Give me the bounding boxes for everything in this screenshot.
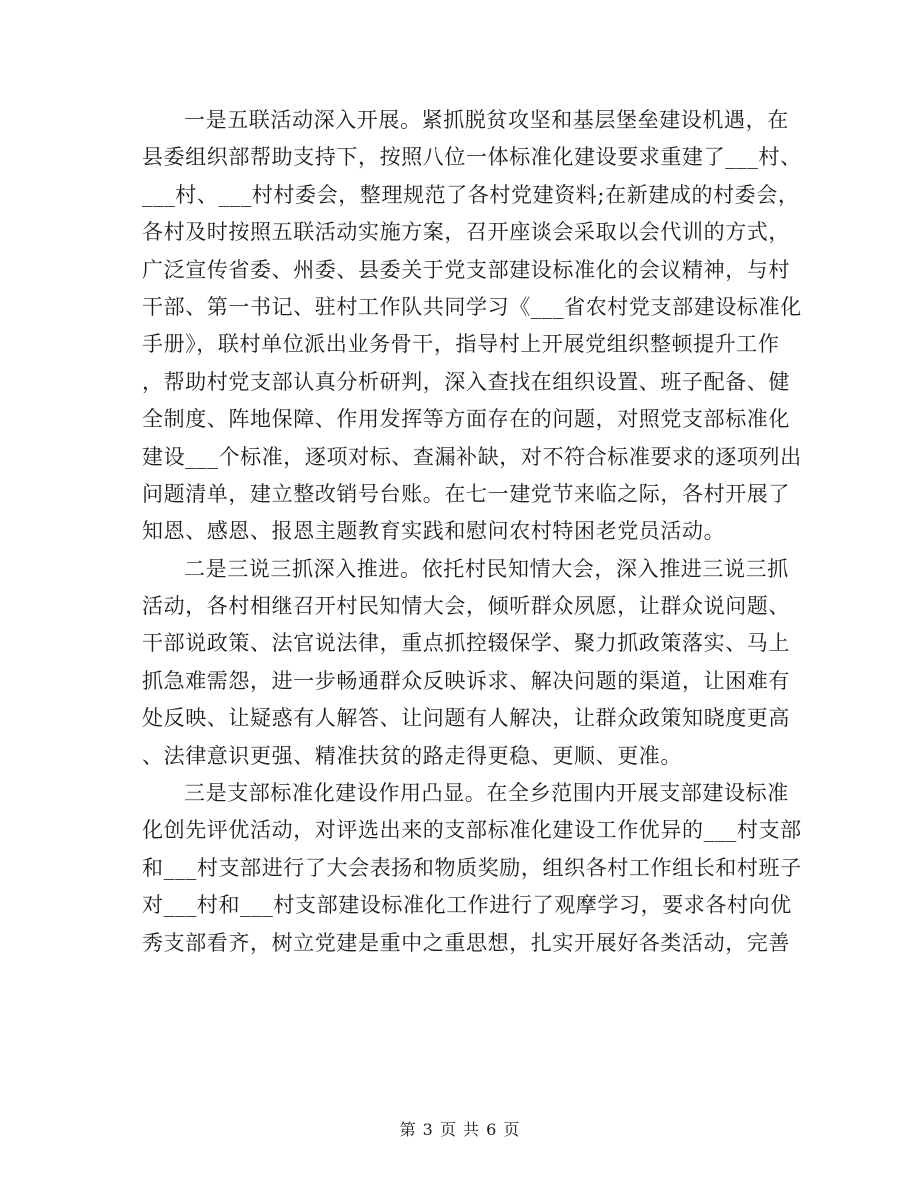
page-number-footer: 第 3 页 共 6 页 [399,1120,521,1139]
text-line: 手册》，联村单位派出业务骨干，指导村上开展党组织整顿提升工作 [142,332,780,357]
paragraph-3 [142,775,802,962]
text-line: 活动，各村相继召开村民知情大会，倾听群众夙愿，让群众说问题、 [142,594,790,619]
text-line: ，帮助村党支部认真分析研判，深入查找在组织设置、班子配备、健 [142,369,790,394]
text-line: 广泛宣传省委、州委、县委关于党支部建设标准化的会议精神，与村 [142,257,790,282]
text-line: 处反映、让疑惑有人解答、让问题有人解决，让群众政策知晓度更高 [142,706,790,731]
text-line: 秀支部看齐，树立党建是重中之重思想，扎实开展好各类活动，完善 [142,930,790,955]
text-line: ___村、___村村委会，整理规范了各村党建资料;在新建成的村委会， [142,182,800,207]
text-line: 一是五联活动深入开展。紧抓脱贫攻坚和基层堡垒建设机遇，在 [184,108,789,132]
text-line: 三是支部标准化建设作用凸显。在全乡范围内开展支部建设标准 [184,781,789,806]
text-line: 干部说政策、法官说法律，重点抓控辍保学、聚力抓政策落实、马上 [142,631,790,656]
paragraph-1 [142,102,802,551]
text-line: 问题清单，建立整改销号台账。在七一建党节来临之际，各村开展了 [142,481,790,506]
text-line: 对___村和___村支部建设标准化工作进行了观摩学习，要求各村向优 [142,893,792,918]
text-line: 化创先评优活动，对评选出来的支部标准化建设工作优异的___村支部 [142,818,802,843]
text-line: 全制度、阵地保障、作用发挥等方面存在的问题，对照党支部标准化 [142,407,790,432]
paragraph-2 [142,551,790,775]
text-line: 建设___个标准，逐项对标、查漏补缺，对不符合标准要求的逐项列出 [142,444,802,469]
text-line: 县委组织部帮助支持下，按照八位一体标准化建设要求重建了___村、 [142,145,802,170]
text-line: 抓急难需怨，进一步畅通群众反映诉求、解决问题的渠道，让困难有 [142,668,790,693]
document-body [142,102,802,962]
text-line: 干部、第一书记、驻村工作队共同学习《___省农村党支部建设标准化 [142,294,802,319]
text-line: 二是三说三抓深入推进。依托村民知情大会，深入推进三说三抓 [184,556,789,581]
text-line: 和___村支部进行了大会表扬和物质奖励，组织各村工作组长和村班子 [142,855,802,880]
text-line: 知恩、感恩、报恩主题教育实践和慰问农村特困老党员活动。 [142,519,726,544]
text-line: 、法律意识更强、精准扶贫的路走得更稳、更顺、更准。 [142,743,682,768]
text-line: 各村及时按照五联活动实施方案，召开座谈会采取以会代训的方式， [142,220,790,245]
